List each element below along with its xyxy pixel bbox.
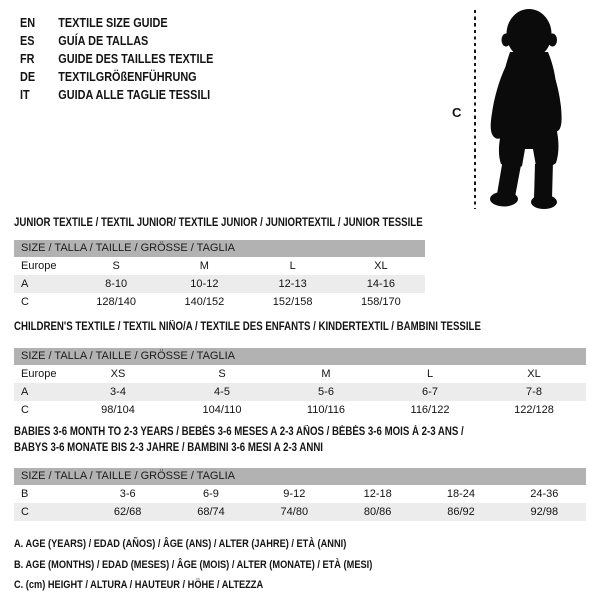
table-row xyxy=(14,275,425,293)
table-row xyxy=(14,503,586,521)
table-cell: L xyxy=(289,260,296,272)
table-row xyxy=(14,257,425,275)
table-cell: L xyxy=(426,368,434,380)
height-measure-label: C xyxy=(452,105,462,120)
table-title: BABYS 3-6 MONATE BIS 2-3 JAHRE / BAMBINI 3-6 MESI A 2-3 ANNI xyxy=(14,442,323,454)
table-cell: 8-10 xyxy=(105,278,128,290)
table-cell: 86/92 xyxy=(447,506,475,518)
footnotes xyxy=(14,534,441,596)
table-cell: 116/122 xyxy=(410,404,450,416)
table-cell: 6-9 xyxy=(203,488,219,500)
table-title: BABIES 3-6 MONTH TO 2-3 YEARS / BEBÉS 3-6 MESES A 2-3 AÑOS / BÉBÉS 3-6 MOIS À 2-3 ANS / xyxy=(14,426,464,438)
table-cell: 9-12 xyxy=(283,488,306,500)
table-cell: 62/68 xyxy=(113,506,142,518)
language-code: FR xyxy=(20,52,35,66)
footnote: C. (cm) HEIGHT / ALTURA / HAUTEUR / HÖHE / ALTEZZA xyxy=(14,579,264,591)
table-titles xyxy=(14,319,586,335)
size-table xyxy=(14,348,586,419)
table-title: CHILDREN'S TEXTILE / TEXTIL NIÑO/A / TEXTILE DES ENFANTS / KINDERTEXTIL / BAMBINI TESSILE xyxy=(14,321,481,333)
table-cell: 92/98 xyxy=(530,506,559,518)
table-cell: 18-24 xyxy=(446,488,476,500)
table-row-label: A xyxy=(21,386,29,398)
table-cell: 74/80 xyxy=(280,506,309,518)
table-cell: 104/110 xyxy=(202,404,242,416)
table-cell: S xyxy=(218,368,226,380)
table-cell: 12-18 xyxy=(363,488,392,500)
baby-silhouette-icon xyxy=(482,7,578,210)
table-cell: 12-13 xyxy=(278,278,307,290)
table-size-header: SIZE / TALLA / TAILLE / GRÖSSE / TAGLIA xyxy=(14,348,586,365)
table-titles xyxy=(14,424,586,456)
language-row xyxy=(20,14,213,32)
language-title: GUIDA ALLE TAGLIE TESSILI xyxy=(58,88,211,102)
size-table xyxy=(14,468,586,521)
language-row xyxy=(20,86,213,104)
table-row-label: A xyxy=(21,278,29,290)
language-code: EN xyxy=(20,16,36,30)
language-code: IT xyxy=(20,88,30,102)
table-cell: M xyxy=(321,368,331,380)
table-cell: 110/116 xyxy=(306,404,346,416)
table-cell: 152/158 xyxy=(272,296,313,308)
table-row xyxy=(14,293,425,311)
table-cell: 4-5 xyxy=(214,386,230,398)
table-cell: 140/152 xyxy=(184,296,225,308)
table-cell: 98/104 xyxy=(101,404,135,416)
table-title: JUNIOR TEXTILE / TEXTIL JUNIOR/ TEXTILE JUNIOR / JUNIORTEXTIL / JUNIOR TESSILE xyxy=(14,217,423,229)
table-cell: 158/170 xyxy=(360,296,401,308)
language-title: TEXTILGRÖßENFÜHRUNG xyxy=(58,70,197,84)
language-row xyxy=(20,68,213,86)
table-row-label: C xyxy=(21,404,29,416)
size-table xyxy=(14,240,425,311)
table-titles xyxy=(14,215,425,231)
table-cell: 3-6 xyxy=(119,488,136,500)
table-size-header: SIZE / TALLA / TAILLE / GRÖSSE / TAGLIA xyxy=(14,468,586,485)
language-code: DE xyxy=(20,70,36,84)
table-row-label: B xyxy=(21,488,29,500)
table-row xyxy=(14,365,586,383)
table-cell: S xyxy=(112,260,120,272)
table-cell: 14-16 xyxy=(366,278,395,290)
table-cell: 6-7 xyxy=(422,386,438,398)
table-row xyxy=(14,401,586,419)
language-code: ES xyxy=(20,34,35,48)
table-row-label: C xyxy=(21,296,29,308)
table-section-children xyxy=(14,319,586,419)
language-title: GUÍA DE TALLAS xyxy=(58,34,149,48)
footnote: A. AGE (YEARS) / EDAD (AÑOS) / ÂGE (ANS) / ALTER (JAHRE) / ETÀ (ANNI) xyxy=(14,538,347,550)
language-title: TEXTILE SIZE GUIDE xyxy=(58,16,168,30)
language-title: GUIDE DES TAILLES TEXTILE xyxy=(58,52,214,66)
language-row xyxy=(20,50,213,68)
table-cell: XL xyxy=(374,260,388,272)
table-section-babies xyxy=(14,424,586,521)
height-measure-dashed-line xyxy=(474,10,476,209)
table-row-label: Europe xyxy=(21,368,57,380)
table-size-header: SIZE / TALLA / TAILLE / GRÖSSE / TAGLIA xyxy=(14,240,425,257)
table-row xyxy=(14,485,586,503)
table-cell: 7-8 xyxy=(526,386,542,398)
table-cell: 3-4 xyxy=(110,386,126,398)
table-cell: 80/86 xyxy=(363,506,392,518)
table-row-label: Europe xyxy=(21,260,57,272)
table-row-label: C xyxy=(21,506,29,518)
table-cell: 68/74 xyxy=(197,506,225,518)
table-cell: 24-36 xyxy=(530,488,559,500)
footnote: B. AGE (MONTHS) / EDAD (MESES) / ÂGE (MOIS) / ALTER (MONATE) / ETÀ (MESI) xyxy=(14,558,373,571)
table-cell: XS xyxy=(110,368,126,380)
language-list xyxy=(20,14,242,104)
table-cell: 122/128 xyxy=(514,404,554,416)
language-row xyxy=(20,32,213,50)
table-cell: M xyxy=(199,260,209,272)
table-cell: 5-6 xyxy=(318,386,334,398)
table-row xyxy=(14,383,586,401)
table-section-junior xyxy=(14,215,425,311)
table-cell: 128/140 xyxy=(96,296,136,308)
table-cell: XL xyxy=(527,368,541,380)
table-cell: 10-12 xyxy=(190,278,219,290)
